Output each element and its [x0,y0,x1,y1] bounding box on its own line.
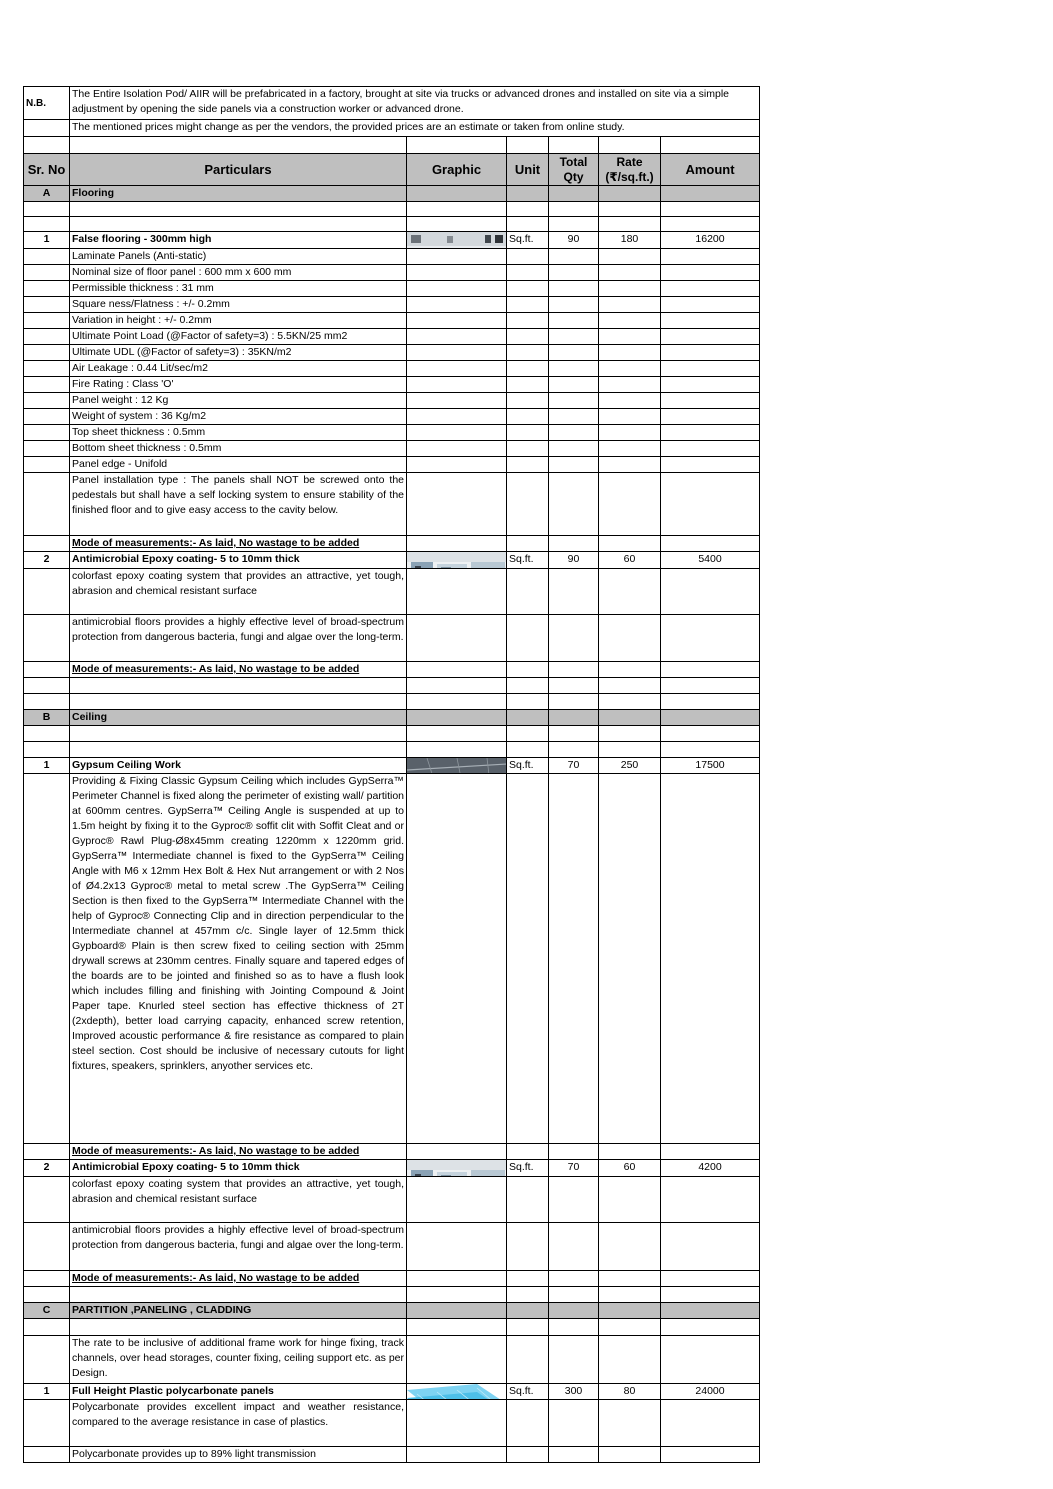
section-row-b [24,710,760,726]
blank-row [24,1319,760,1336]
section-title: Flooring [70,186,407,202]
blank-row [24,694,760,710]
graphic-cell [407,552,507,569]
spec-row [24,441,760,457]
item-sr: 2 [24,552,70,569]
item-sr: 2 [24,1160,70,1177]
header-total-qty: Total Qty [549,154,599,186]
mode-row-text: Mode of measurements:- As laid, No wastage to be added [70,536,407,552]
section-code: C [24,1303,70,1319]
blank-row [24,217,760,232]
desc-row-text: Providing & Fixing Classic Gypsum Ceiling which includes GypSerra™ Perimeter Channel is fixed along the perimeter of existing wall/ partition at 600mm centres. GypSerra™ Ceiling Angle is suspended at up to 1.5m height by fixing it to the Gyproc® soffit clit with Soffit Cleat and or Gyproc® Rawl Plug-Ø8x45mm creating 1220mm x 1220mm grid. GypSerra™ Intermediate channel is fixed to the GypSerra™ Ceiling Angle with M6 x 12mm Hex Bolt & Hex Nut arrangement or with 2 Nos of Ø4.2x13 Gyproc® metal to metal screw .The GypSerra™ Ceiling Section is then fixed to the GypSerra™ Intermediate Channel with the help of Gyproc® Connecting Clip and in direction perpendicular to the Intermediate channel at 457mm c/c. Single layer of 12.5mm thick Gypboard® Plain is then screw fixed to ceiling section with 25mm drywall screws at 230mm centres. Finally square and tapered edges of the boards are to be jointed and finished so as to have a flush look which includes filling and finishing with Jointing Compound & Joint Paper tape. Knurled steel section has effective thickness of 2T (2xdepth), better load carrying capacity, enhanced screw retention, Improved acoustic performance & fire resistance as compared to plain steel section. Cost should be inclusive of necessary cutouts for light fixtures, speakers, sprinklers, anyother services etc. [70,774,407,1144]
section-code: B [24,710,70,726]
spec-row [24,313,760,329]
item-title: Antimicrobial Epoxy coating- 5 to 10mm thick [70,552,407,569]
item-rate: 60 [599,1160,661,1177]
header-rate: Rate (₹/sq.ft.) [599,154,661,186]
item-title: False flooring - 300mm high [70,232,407,249]
graphic-cell [407,232,507,249]
item-rate: 180 [599,232,661,249]
item-row-false-flooring [24,232,760,249]
section-title: PARTITION ,PANELING , CLADDING [70,1303,407,1319]
header-particulars: Particulars [70,154,407,186]
mode-row-text: Mode of measurements:- As laid, No wastage to be added [70,662,407,678]
item-qty: 300 [549,1384,599,1400]
desc-row [24,1177,760,1223]
spec-row-text: Ultimate Point Load (@Factor of safety=3) : 5.5KN/25 mm2 [70,329,407,345]
item-rate: 250 [599,758,661,774]
graphic-cell [407,1160,507,1177]
nb-label: N.B. [24,87,70,120]
item-title: Gypsum Ceiling Work [70,758,407,774]
item-row-epoxy-floor [24,552,760,569]
header-amount: Amount [661,154,760,186]
spec-row [24,329,760,345]
section-code: A [24,186,70,202]
desc-row [24,569,760,615]
section-title: Ceiling [70,710,407,726]
note-row-text: The rate to be inclusive of additional frame work for hinge fixing, track channels, over head storages, counter fixing, ceiling support etc. as per Design. [70,1336,407,1384]
item-qty: 70 [549,1160,599,1177]
raised-floor-photo [407,232,507,249]
polycarbonate-sheet-photo [407,1384,507,1400]
spec-row [24,409,760,425]
item-unit: Sq.ft. [507,758,549,774]
spec-row-text: Fire Rating : Class 'O' [70,377,407,393]
desc-row [24,615,760,662]
note-row [24,120,760,137]
graphic-cell [407,1384,507,1400]
estimate-table [23,86,760,1463]
spec-row-text: Air Leakage : 0.44 Lit/sec/m2 [70,361,407,377]
item-sr: 1 [24,758,70,774]
section-row-c [24,1303,760,1319]
spec-row-text: Ultimate UDL (@Factor of safety=3) : 35KN/m2 [70,345,407,361]
item-amount: 16200 [661,232,760,249]
desc-row-text: antimicrobial floors provides a highly effective level of broad-spectrum protection from dangerous bacteria, fungi and algae over the long-term. [70,615,407,662]
blank-row [24,137,760,154]
blank-row [24,202,760,217]
blank-row [24,742,760,758]
spec-row [24,457,760,473]
spec-row [24,393,760,409]
desc-row-text: colorfast epoxy coating system that provides an attractive, yet tough, abrasion and chemical resistant surface [70,569,407,615]
spec-row-text: Bottom sheet thickness : 0.5mm [70,441,407,457]
note-prices: The mentioned prices might change as per the vendors, the provided prices are an estimate or taken from online study. [70,120,760,137]
installation-row [24,473,760,536]
header-row [24,154,760,186]
item-rate: 80 [599,1384,661,1400]
mode-row-text: Mode of measurements:- As laid, No wastage to be added [70,1144,407,1160]
note-prefab: The Entire Isolation Pod/ AIIR will be prefabricated in a factory, brought at site via trucks or advanced drones and installed on site via a simple adjustment by opening the side panels via a construction worker or advanced drone. [70,87,760,120]
item-row-gypsum-ceiling [24,758,760,774]
epoxy-floor-room-photo [407,1160,507,1177]
spec-row-text: Weight of system : 36 Kg/m2 [70,409,407,425]
spec-row-text: Top sheet thickness : 0.5mm [70,425,407,441]
item-qty: 90 [549,232,599,249]
spec-row [24,425,760,441]
blank-row [24,726,760,742]
mode-row [24,1144,760,1160]
header-graphic: Graphic [407,154,507,186]
spec-row-text: Permissible thickness : 31 mm [70,281,407,297]
item-amount: 17500 [661,758,760,774]
item-unit: Sq.ft. [507,1384,549,1400]
item-sr: 1 [24,232,70,249]
spec-row [24,265,760,281]
spec-row-text: Square ness/Flatness : +/- 0.2mm [70,297,407,313]
gypsum-ceiling-photo [407,758,507,774]
item-unit: Sq.ft. [507,232,549,249]
spec-row-text: Variation in height : +/- 0.2mm [70,313,407,329]
desc-row [24,1400,760,1447]
spec-row [24,249,760,265]
note-row [24,1336,760,1384]
desc-row-text: Polycarbonate provides excellent impact and weather resistance, compared to the average resistance in case of plastics. [70,1400,407,1447]
spec-row [24,377,760,393]
section-row-flooring [24,186,760,202]
header-unit: Unit [507,154,549,186]
desc-row-text: colorfast epoxy coating system that provides an attractive, yet tough, abrasion and chemical resistant surface [70,1177,407,1223]
spec-row-text: Panel edge - Unifold [70,457,407,473]
desc-row [24,1447,760,1463]
note-row [24,87,760,120]
item-row-epoxy-ceiling [24,1160,760,1177]
installation-row-text: Panel installation type : The panels shall NOT be screwed onto the pedestals but shall have a self locking system to ensure stability of the finished floor and to give easy access to the cavity below. [70,473,407,536]
item-unit: Sq.ft. [507,552,549,569]
desc-row-text: antimicrobial floors provides a highly effective level of broad-spectrum protection from dangerous bacteria, fungi and algae over the long-term. [70,1223,407,1271]
header-sr-no: Sr. No [24,154,70,186]
item-unit: Sq.ft. [507,1160,549,1177]
blank-row [24,1287,760,1303]
spec-row-text: Laminate Panels (Anti-static) [70,249,407,265]
mode-row-text: Mode of measurements:- As laid, No wastage to be added [70,1271,407,1287]
item-sr: 1 [24,1384,70,1400]
item-row-polycarbonate [24,1384,760,1400]
spec-row-text: Nominal size of floor panel : 600 mm x 600 mm [70,265,407,281]
spec-row [24,361,760,377]
item-qty: 90 [549,552,599,569]
spec-row-text: Panel weight : 12 Kg [70,393,407,409]
spec-row [24,345,760,361]
spec-row [24,281,760,297]
item-title: Antimicrobial Epoxy coating- 5 to 10mm thick [70,1160,407,1177]
mode-row [24,1271,760,1287]
item-qty: 70 [549,758,599,774]
item-rate: 60 [599,552,661,569]
item-amount: 5400 [661,552,760,569]
mode-row [24,536,760,552]
desc-row-text: Polycarbonate provides up to 89% light transmission [70,1447,407,1463]
blank-row [24,678,760,694]
graphic-cell [407,758,507,774]
mode-row [24,662,760,678]
desc-row [24,774,760,1144]
item-title: Full Height Plastic polycarbonate panels [70,1384,407,1400]
item-amount: 4200 [661,1160,760,1177]
item-amount: 24000 [661,1384,760,1400]
spec-row [24,297,760,313]
epoxy-floor-room-photo [407,552,507,569]
desc-row [24,1223,760,1271]
